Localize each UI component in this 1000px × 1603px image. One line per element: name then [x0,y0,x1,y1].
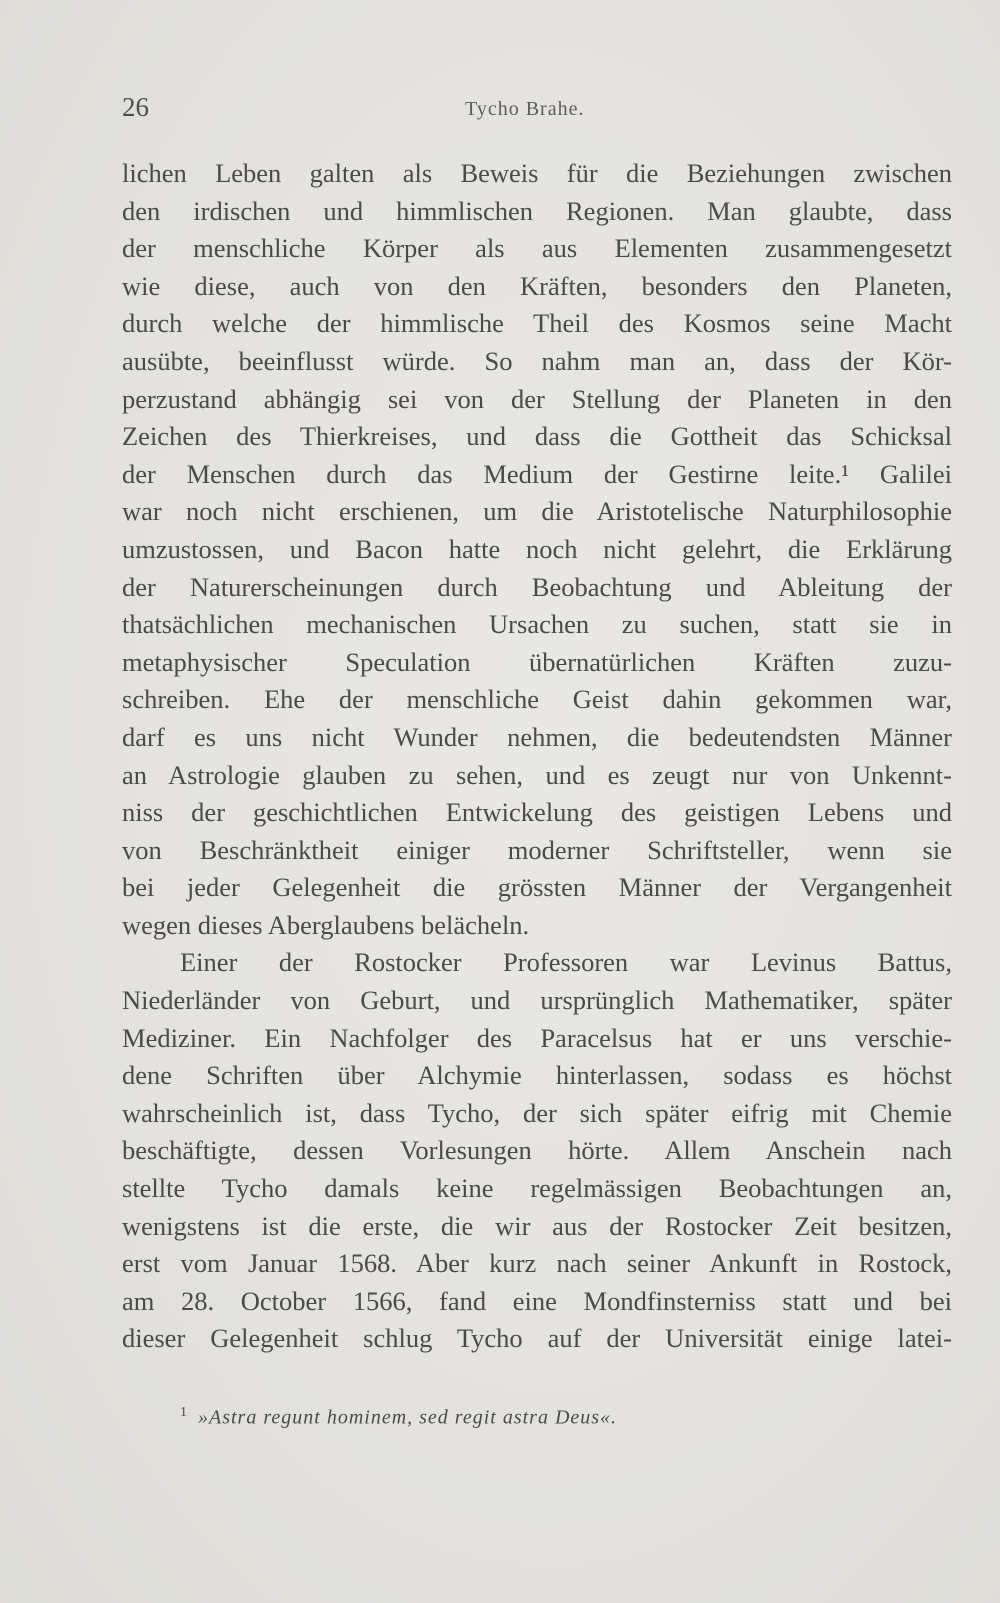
running-head [122,92,952,132]
text-line: Einer der Rostocker Professoren war Levinus Battus, [180,947,952,978]
text-line: am 28. October 1566, fand eine Mondfinsterniss statt und bei [122,1285,952,1316]
text-line: dene Schriften über Alchymie hinterlassen, sodass es höchst [122,1060,952,1091]
text-line: metaphysischer Speculation übernatürlichen Kräften zuzu- [122,646,952,677]
body-text [122,155,952,1358]
text-line: wegen dieses Aberglaubens belächeln. [122,909,530,940]
text-line: darf es uns nicht Wunder nehmen, die bedeutendsten Männer [122,721,952,752]
text-line: niss der geschichtlichen Entwickelung des geistigen Lebens und [122,797,952,828]
text-line: Zeichen des Thierkreises, und dass die Gottheit das Schicksal [122,421,952,452]
text-line: der Naturerscheinungen durch Beobachtung und Ableitung der [122,571,952,602]
text-line: der Menschen durch das Medium der Gestirne leite.¹ Galilei [122,458,952,489]
text-line: Niederländer von Geburt, und ursprünglich Mathematiker, später [122,985,952,1016]
page-number: 26 [122,92,149,122]
text-line: von Beschränktheit einiger moderner Schriftsteller, wenn sie [122,834,952,865]
text-line: stellte Tycho damals keine regelmässigen Beobachtungen an, [122,1173,952,1204]
text-line: dieser Gelegenheit schlug Tycho auf der Universität einige latei- [122,1323,952,1354]
text-line: lichen Leben galten als Beweis für die Beziehungen zwischen [122,158,952,188]
text-line: an Astrologie glauben zu sehen, und es zeugt nur von Unkennt- [122,759,952,790]
text-line: wie diese, auch von den Kräften, besonders den Planeten, [122,270,952,301]
footnote-marker: 1 [180,1405,187,1420]
text-line: umzustossen, und Bacon hatte noch nicht gelehrt, die Erklärung [122,533,952,564]
text-line: perzustand abhängig sei von der Stellung der Planeten in den [122,383,952,414]
text-line: beschäftigte, dessen Vorlesungen hörte. Allem Anschein nach [122,1135,952,1166]
text-line: der menschliche Körper als aus Elementen zusammengesetzt [122,233,952,264]
text-line: erst vom Januar 1568. Aber kurz nach seiner Ankunft in Rostock, [122,1248,952,1279]
text-line: thatsächlichen mechanischen Ursachen zu suchen, statt sie in [122,609,952,640]
running-title: Tycho Brahe. [465,98,585,120]
text-line: wenigstens ist die erste, die wir aus der Rostocker Zeit besitzen, [122,1210,952,1241]
footnote [180,1405,880,1430]
footnote-text: »Astra regunt hominem, sed regit astra Deus«. [198,1406,618,1429]
text-line: ausübte, beeinflusst würde. So nahm man an, dass der Kör- [122,345,952,376]
text-line: wahrscheinlich ist, dass Tycho, der sich später eifrig mit Chemie [122,1097,952,1128]
text-line: bei jeder Gelegenheit die grössten Männer der Vergangenheit [122,872,952,903]
text-line: schreiben. Ehe der menschliche Geist dahin gekommen war, [122,684,952,715]
text-line: war noch nicht erschienen, um die Aristotelische Naturphilosophie [122,496,952,527]
text-line: durch welche der himmlische Theil des Kosmos seine Macht [122,308,952,339]
text-line: Mediziner. Ein Nachfolger des Paracelsus hat er uns verschie- [122,1022,952,1053]
text-line: den irdischen und himmlischen Regionen. Man glaubte, dass [122,195,952,226]
